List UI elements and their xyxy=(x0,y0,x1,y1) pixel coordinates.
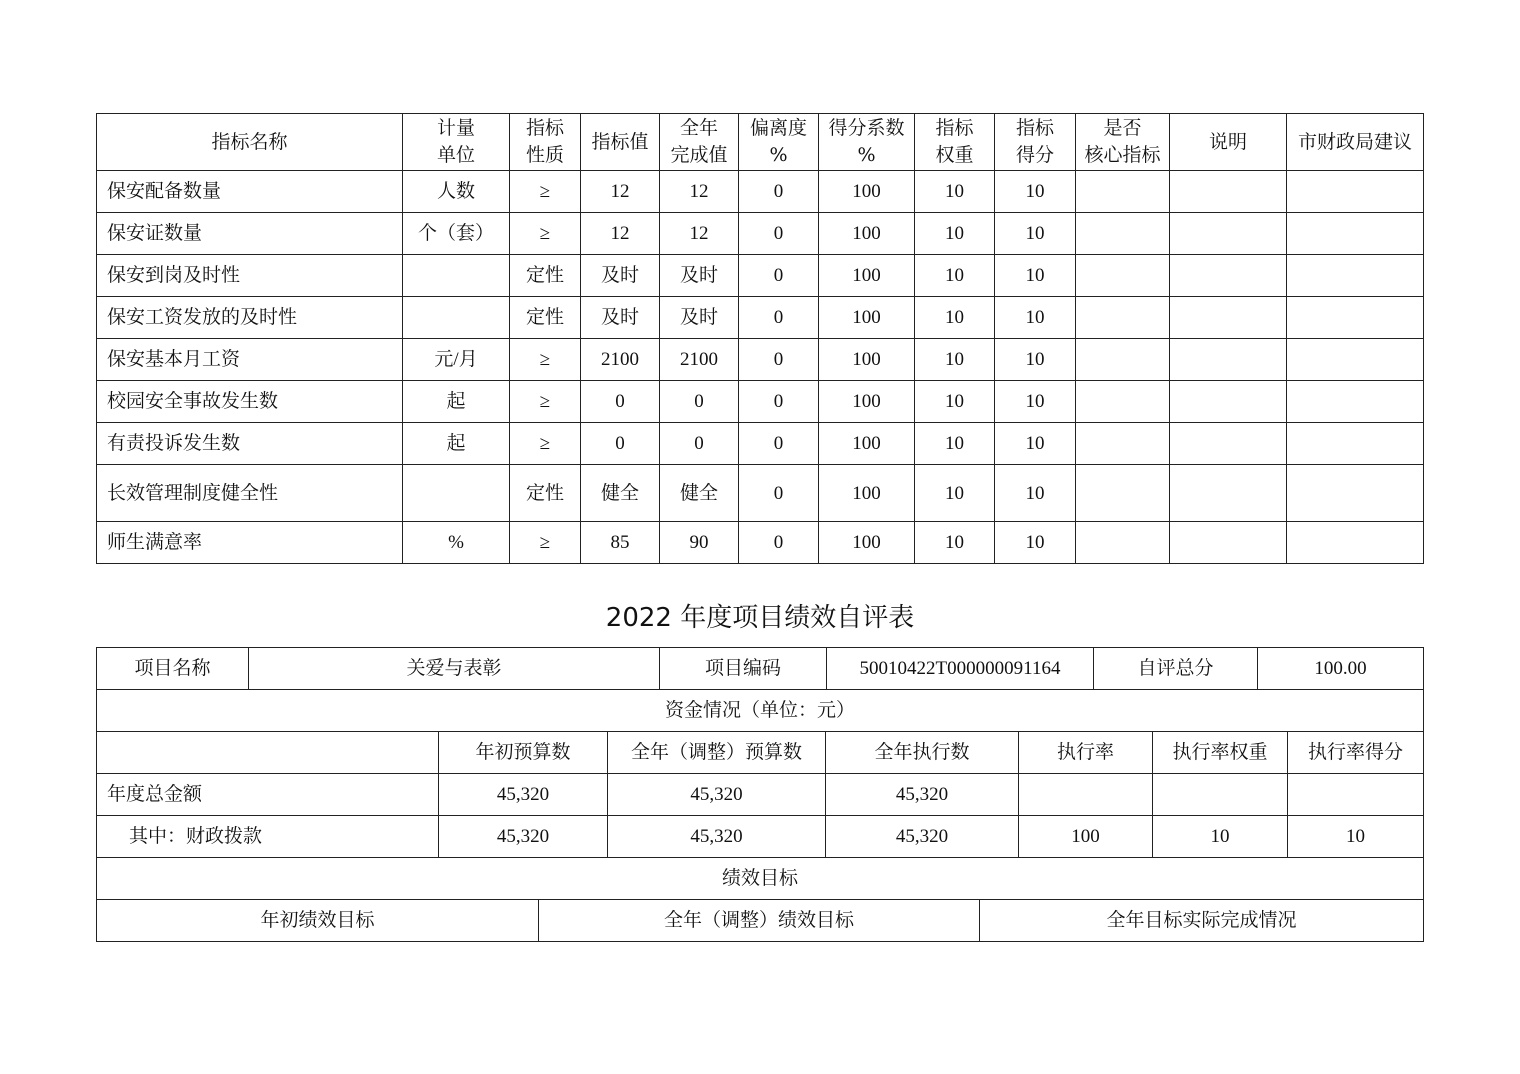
funds-header-cell xyxy=(97,732,439,774)
indicator-cell: 0 xyxy=(581,381,660,423)
funds-header-cell: 执行率权重 xyxy=(1153,732,1288,774)
indicator-cell xyxy=(1287,339,1424,381)
indicator-header-row xyxy=(97,114,1424,171)
indicator-cell: 0 xyxy=(660,381,739,423)
indicator-cell xyxy=(1170,423,1287,465)
indicator-cell: 10 xyxy=(915,171,995,213)
indicator-cell xyxy=(1170,171,1287,213)
indicator-cell xyxy=(1076,522,1170,564)
indicator-cell xyxy=(1170,522,1287,564)
indicator-cell xyxy=(1287,381,1424,423)
indicator-cell xyxy=(1170,465,1287,522)
indicator-header-cell: 指标名称 xyxy=(97,114,403,171)
indicator-cell xyxy=(1287,522,1424,564)
indicator-cell: 10 xyxy=(995,297,1076,339)
funds-header-cell: 执行率得分 xyxy=(1288,732,1424,774)
indicator-cell: 100 xyxy=(819,423,915,465)
indicator-cell: 100 xyxy=(819,171,915,213)
indicator-cell: 定性 xyxy=(510,255,581,297)
indicator-cell: 及时 xyxy=(660,297,739,339)
project-code: 50010422T000000091164 xyxy=(827,648,1094,690)
funds-row-label: 其中：财政拨款 xyxy=(97,816,439,858)
indicator-cell: 0 xyxy=(739,465,819,522)
indicator-cell: 0 xyxy=(739,339,819,381)
funds-cell: 10 xyxy=(1153,816,1288,858)
indicator-cell: 10 xyxy=(995,171,1076,213)
indicator-cell: ≥ xyxy=(510,213,581,255)
funds-cell xyxy=(1288,774,1424,816)
indicator-cell xyxy=(1170,297,1287,339)
indicator-cell: ≥ xyxy=(510,381,581,423)
indicator-cell xyxy=(1076,381,1170,423)
indicator-cell: 85 xyxy=(581,522,660,564)
indicator-cell: 10 xyxy=(915,423,995,465)
indicator-cell: 10 xyxy=(915,255,995,297)
goal-col-adjusted: 全年（调整）绩效目标 xyxy=(539,900,980,942)
indicator-cell: ≥ xyxy=(510,522,581,564)
table-row xyxy=(97,381,1424,423)
indicator-cell: 100 xyxy=(819,522,915,564)
indicator-cell xyxy=(1287,297,1424,339)
indicator-cell xyxy=(403,465,510,522)
indicator-cell: 及时 xyxy=(660,255,739,297)
indicator-cell: 0 xyxy=(660,423,739,465)
indicator-cell xyxy=(1170,255,1287,297)
indicator-header-cell: 说明 xyxy=(1170,114,1287,171)
goals-header: 绩效目标 xyxy=(97,858,1424,900)
project-code-label: 项目编码 xyxy=(660,648,827,690)
score-label: 自评总分 xyxy=(1094,648,1258,690)
indicator-name: 师生满意率 xyxy=(97,522,403,564)
indicator-cell: 10 xyxy=(915,381,995,423)
indicator-cell: 100 xyxy=(819,381,915,423)
goal-col-initial: 年初绩效目标 xyxy=(97,900,539,942)
indicator-name: 有责投诉发生数 xyxy=(97,423,403,465)
indicator-cell xyxy=(1287,255,1424,297)
indicator-cell: 0 xyxy=(739,255,819,297)
funds-header-row xyxy=(97,732,1424,774)
indicator-cell: 100 xyxy=(819,297,915,339)
indicator-header-cell: 指标 权重 xyxy=(915,114,995,171)
funds-cell: 100 xyxy=(1019,816,1153,858)
indicator-cell xyxy=(403,255,510,297)
funds-cell xyxy=(1019,774,1153,816)
indicator-cell: 100 xyxy=(819,465,915,522)
project-name-label: 项目名称 xyxy=(97,648,249,690)
funds-cell: 45,320 xyxy=(608,816,826,858)
indicator-cell: 10 xyxy=(995,255,1076,297)
goals-table xyxy=(96,857,1424,942)
funds-header-cell: 执行率 xyxy=(1019,732,1153,774)
indicator-cell: 定性 xyxy=(510,465,581,522)
funds-cell: 45,320 xyxy=(439,816,608,858)
indicator-cell: 健全 xyxy=(581,465,660,522)
indicator-cell xyxy=(1170,213,1287,255)
funds-table xyxy=(96,731,1424,858)
table-row xyxy=(97,213,1424,255)
indicator-cell: 12 xyxy=(660,213,739,255)
funds-header-cell: 全年执行数 xyxy=(826,732,1019,774)
funds-row-label: 年度总金额 xyxy=(97,774,439,816)
indicator-cell: 健全 xyxy=(660,465,739,522)
indicator-cell: 及时 xyxy=(581,297,660,339)
indicator-cell: 10 xyxy=(995,381,1076,423)
total-score: 100.00 xyxy=(1258,648,1424,690)
indicator-cell: % xyxy=(403,522,510,564)
indicator-cell xyxy=(1287,465,1424,522)
indicator-cell: 2100 xyxy=(660,339,739,381)
indicator-cell: 10 xyxy=(915,297,995,339)
indicator-cell: 定性 xyxy=(510,297,581,339)
indicator-cell: 0 xyxy=(581,423,660,465)
project-name: 关爱与表彰 xyxy=(249,648,660,690)
table-row xyxy=(97,339,1424,381)
indicator-cell: 10 xyxy=(995,213,1076,255)
funds-cell: 45,320 xyxy=(826,816,1019,858)
indicator-cell: ≥ xyxy=(510,339,581,381)
funds-cell xyxy=(1153,774,1288,816)
indicator-name: 保安配备数量 xyxy=(97,171,403,213)
table-row xyxy=(97,522,1424,564)
table-row xyxy=(97,774,1424,816)
funds-header: 资金情况（单位：元） xyxy=(97,690,1424,732)
table-row xyxy=(97,297,1424,339)
indicator-cell: 2100 xyxy=(581,339,660,381)
indicator-cell xyxy=(1170,339,1287,381)
indicator-cell: 12 xyxy=(581,213,660,255)
indicator-cell: 10 xyxy=(915,465,995,522)
indicator-header-cell: 偏离度 % xyxy=(739,114,819,171)
indicator-table xyxy=(96,113,1424,564)
funds-header-cell: 年初预算数 xyxy=(439,732,608,774)
indicator-header-cell: 得分系数 % xyxy=(819,114,915,171)
indicator-cell: 0 xyxy=(739,297,819,339)
eval-title: 2022 年度项目绩效自评表 xyxy=(605,603,915,633)
indicator-cell: 100 xyxy=(819,255,915,297)
funds-cell: 45,320 xyxy=(439,774,608,816)
indicator-cell: 人数 xyxy=(403,171,510,213)
indicator-cell: 0 xyxy=(739,213,819,255)
funds-cell: 10 xyxy=(1288,816,1424,858)
indicator-cell xyxy=(1076,297,1170,339)
indicator-cell xyxy=(1076,213,1170,255)
indicator-header-cell: 市财政局建议 xyxy=(1287,114,1424,171)
indicator-name: 长效管理制度健全性 xyxy=(97,465,403,522)
indicator-header-cell: 是否 核心指标 xyxy=(1076,114,1170,171)
indicator-name: 保安到岗及时性 xyxy=(97,255,403,297)
indicator-cell xyxy=(1076,423,1170,465)
indicator-cell xyxy=(1076,171,1170,213)
indicator-cell: 12 xyxy=(581,171,660,213)
indicator-cell: 10 xyxy=(995,465,1076,522)
table-row xyxy=(97,465,1424,522)
indicator-cell: 10 xyxy=(995,522,1076,564)
indicator-header-cell: 全年 完成值 xyxy=(660,114,739,171)
indicator-cell: 10 xyxy=(915,339,995,381)
table-row xyxy=(97,816,1424,858)
indicator-cell: 0 xyxy=(739,522,819,564)
indicator-cell xyxy=(1287,213,1424,255)
indicator-cell: 起 xyxy=(403,423,510,465)
indicator-cell: ≥ xyxy=(510,423,581,465)
indicator-name: 校园安全事故发生数 xyxy=(97,381,403,423)
indicator-cell xyxy=(1076,339,1170,381)
indicator-cell xyxy=(1076,465,1170,522)
indicator-header-cell: 计量 单位 xyxy=(403,114,510,171)
indicator-cell xyxy=(1170,381,1287,423)
indicator-cell: 0 xyxy=(739,381,819,423)
funds-header-cell: 全年（调整）预算数 xyxy=(608,732,826,774)
indicator-cell: 12 xyxy=(660,171,739,213)
indicator-cell: 100 xyxy=(819,339,915,381)
indicator-cell: 个（套） xyxy=(403,213,510,255)
table-row xyxy=(97,255,1424,297)
funds-cell: 45,320 xyxy=(826,774,1019,816)
indicator-cell: 10 xyxy=(995,339,1076,381)
indicator-cell: 0 xyxy=(739,423,819,465)
indicator-cell: 90 xyxy=(660,522,739,564)
goal-col-actual: 全年目标实际完成情况 xyxy=(980,900,1424,942)
indicator-cell: 元/月 xyxy=(403,339,510,381)
table-row xyxy=(97,423,1424,465)
indicator-cell xyxy=(403,297,510,339)
indicator-header-cell: 指标值 xyxy=(581,114,660,171)
indicator-cell: 0 xyxy=(739,171,819,213)
indicator-name: 保安证数量 xyxy=(97,213,403,255)
indicator-cell: 10 xyxy=(915,522,995,564)
project-info-table xyxy=(96,647,1424,732)
indicator-cell: 100 xyxy=(819,213,915,255)
indicator-header-cell: 指标 性质 xyxy=(510,114,581,171)
indicator-cell: 及时 xyxy=(581,255,660,297)
indicator-header-cell: 指标 得分 xyxy=(995,114,1076,171)
indicator-cell: 10 xyxy=(915,213,995,255)
table-row xyxy=(97,171,1424,213)
indicator-cell xyxy=(1076,255,1170,297)
indicator-name: 保安基本月工资 xyxy=(97,339,403,381)
indicator-cell xyxy=(1287,423,1424,465)
indicator-cell: ≥ xyxy=(510,171,581,213)
indicator-name: 保安工资发放的及时性 xyxy=(97,297,403,339)
indicator-cell: 起 xyxy=(403,381,510,423)
indicator-cell: 10 xyxy=(995,423,1076,465)
funds-cell: 45,320 xyxy=(608,774,826,816)
indicator-cell xyxy=(1287,171,1424,213)
